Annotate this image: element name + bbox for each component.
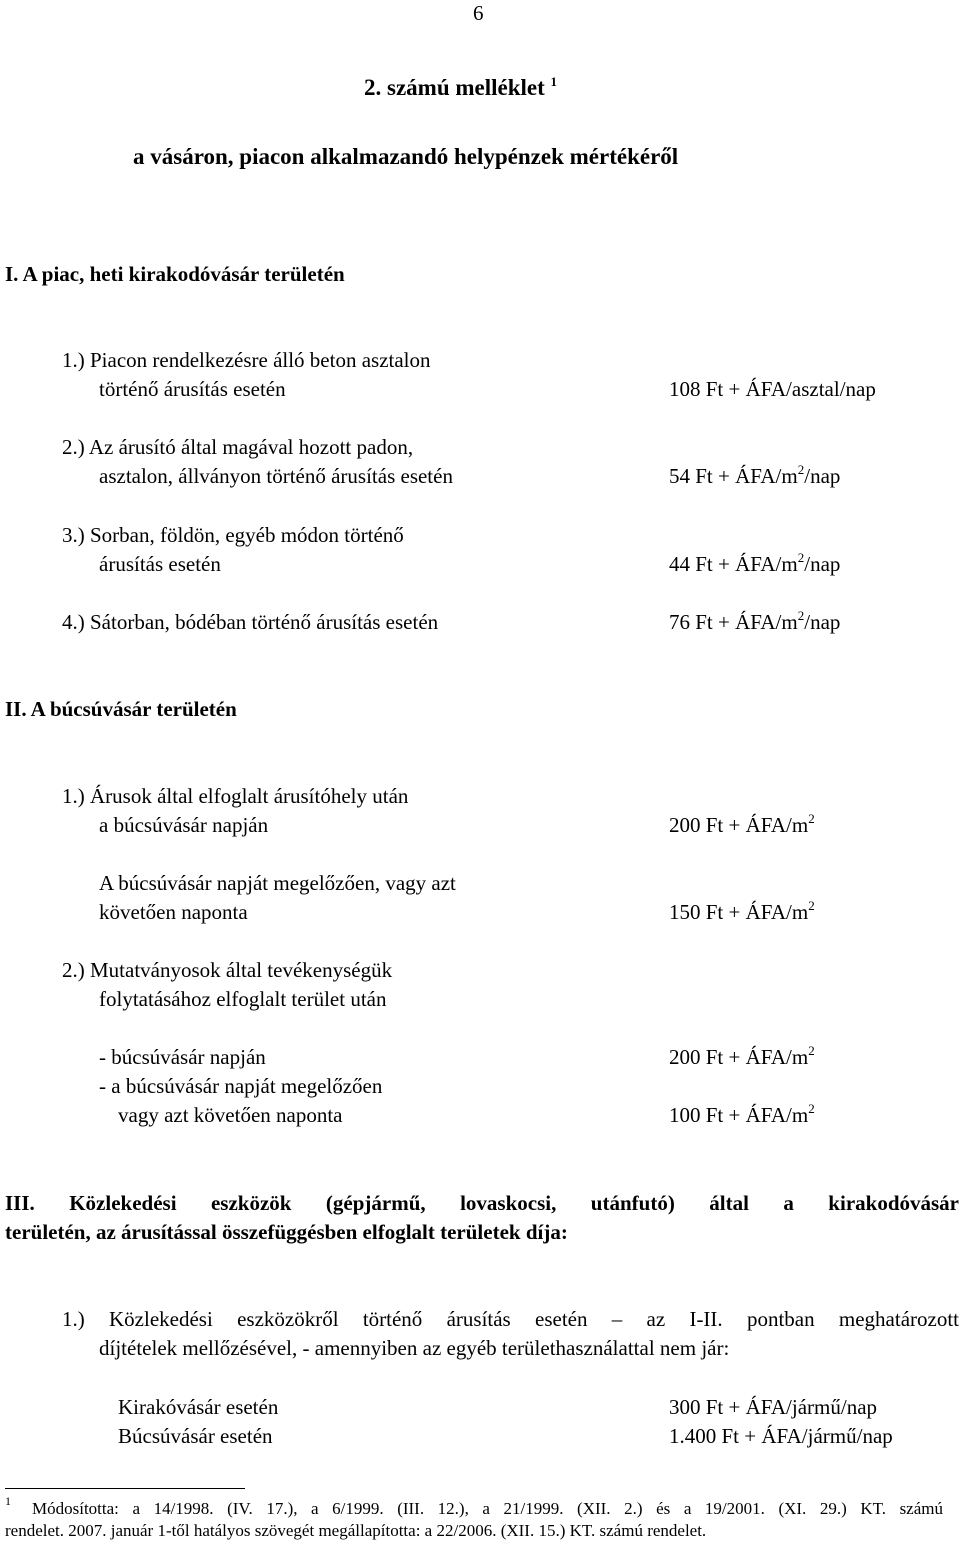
footnote-marker: 1 (5, 1494, 11, 1508)
fee-sup: 2 (797, 462, 805, 477)
section-2-item-2-sub-2-line-2: vagy azt követően naponta (118, 1103, 343, 1127)
section-1-item-4-fee (669, 608, 841, 634)
document-subtitle: a vásáron, piacon alkalmazandó helypénzek mértékéről (133, 144, 679, 169)
section-2-item-2-line-2: folytatásához elfoglalt terület után (99, 987, 387, 1011)
section-3-item-1-line-1: 1.) Közlekedési eszközökről történő árusítás esetén – az I-II. pontban meghatározott (62, 1307, 959, 1331)
fee-unit: /nap (804, 610, 841, 634)
section-2-item-1-line-1: 1.) Árusok által elfoglalt árusítóhely után (62, 784, 409, 808)
section-2-item-2-fee-2 (669, 1101, 815, 1127)
document-title (364, 76, 557, 99)
section-3-row-2-fee: 1.400 Ft + ÁFA/jármű/nap (669, 1424, 893, 1448)
section-1-item-2-fee (669, 462, 841, 488)
section-2-item-2-sub-1: - búcsúvásár napján (99, 1045, 266, 1069)
fee-sup: 2 (808, 811, 815, 826)
fee-amount: 54 Ft + ÁFA/m (669, 464, 798, 488)
section-2-item-1-fee-1 (669, 811, 815, 837)
fee-sup: 2 (797, 550, 805, 565)
section-1-item-2-line-2: asztalon, állványon történő árusítás esetén (99, 464, 453, 488)
section-3-row-1-fee: 300 Ft + ÁFA/jármű/nap (669, 1395, 878, 1419)
footnote-line-2: rendelet. 2007. január 1-től hatályos szövegét megállapította: a 22/2006. (XII. 15.) KT. számú rendelet. (5, 1521, 707, 1540)
footnote-separator (5, 1488, 245, 1489)
section-2-item-1-line-3: A búcsúvásár napját megelőzően, vagy azt (99, 871, 456, 895)
section-2-item-2-sub-2-line-1: - a búcsúvásár napját megelőzően (99, 1074, 383, 1098)
section-1-item-3-fee (669, 550, 841, 576)
fee-amount: 44 Ft + ÁFA/m (669, 552, 798, 576)
fee-amount: 200 Ft + ÁFA/m (669, 1045, 809, 1069)
section-1-item-3-line-2: árusítás esetén (99, 552, 221, 576)
section-3-heading-line-2: területén, az árusítással összefüggésben elfoglalt területek díja: (5, 1220, 568, 1244)
fee-amount: 200 Ft + ÁFA/m (669, 813, 809, 837)
title-text: 2. számú melléklet (364, 75, 545, 100)
section-3-row-2-label: Búcsúvásár esetén (118, 1424, 273, 1448)
section-1-item-4-line-1: 4.) Sátorban, bódéban történő árusítás esetén (62, 610, 439, 634)
section-2-item-2-line-1: 2.) Mutatványosok által tevékenységük (62, 958, 393, 982)
fee-sup: 2 (808, 1101, 815, 1116)
section-1-item-1-line-1: 1.) Piacon rendelkezésre álló beton asztalon (62, 348, 431, 372)
footnote-line-1: Módosította: a 14/1998. (IV. 17.), a 6/1999. (III. 12.), a 21/1999. (XII. 2.) és a 19/2001. (XI. 29.) KT. számú (32, 1499, 943, 1518)
section-2-item-1-line-2: a búcsúvásár napján (99, 813, 269, 837)
fee-sup: 2 (808, 898, 815, 913)
fee-unit: /nap (804, 464, 841, 488)
section-2-item-1-fee-2 (669, 898, 815, 924)
section-1-item-2-line-1: 2.) Az árusító által magával hozott padon, (62, 435, 414, 459)
fee-amount: 76 Ft + ÁFA/m (669, 610, 798, 634)
section-2-heading: II. A búcsúvásár területén (5, 697, 237, 721)
fee-unit: /nap (804, 552, 841, 576)
page-number: 6 (473, 1, 484, 25)
fee-amount: 100 Ft + ÁFA/m (669, 1103, 809, 1127)
fee-amount: 150 Ft + ÁFA/m (669, 900, 809, 924)
section-2-item-1-line-4: követően naponta (99, 900, 248, 924)
fee-sup: 2 (808, 1043, 815, 1058)
section-3-item-1-line-2: díjtételek mellőzésével, - amennyiben az egyéb területhasználattal nem jár: (99, 1336, 730, 1360)
fee-sup: 2 (797, 608, 805, 623)
section-1-item-3-line-1: 3.) Sorban, földön, egyéb módon történő (62, 523, 404, 547)
section-1-item-1-line-2: történő árusítás esetén (99, 377, 286, 401)
section-3-heading-line-1: III. Közlekedési eszközök (gépjármű, lovaskocsi, utánfutó) által a kirakodóvásár (5, 1191, 959, 1215)
section-3-row-1-label: Kirakóvásár esetén (118, 1395, 279, 1419)
title-footnote-ref: 1 (550, 74, 558, 89)
section-2-item-2-fee-1 (669, 1043, 815, 1069)
section-1-heading: I. A piac, heti kirakodóvásár területén (5, 262, 345, 286)
section-1-item-1-fee: 108 Ft + ÁFA/asztal/nap (669, 377, 876, 401)
